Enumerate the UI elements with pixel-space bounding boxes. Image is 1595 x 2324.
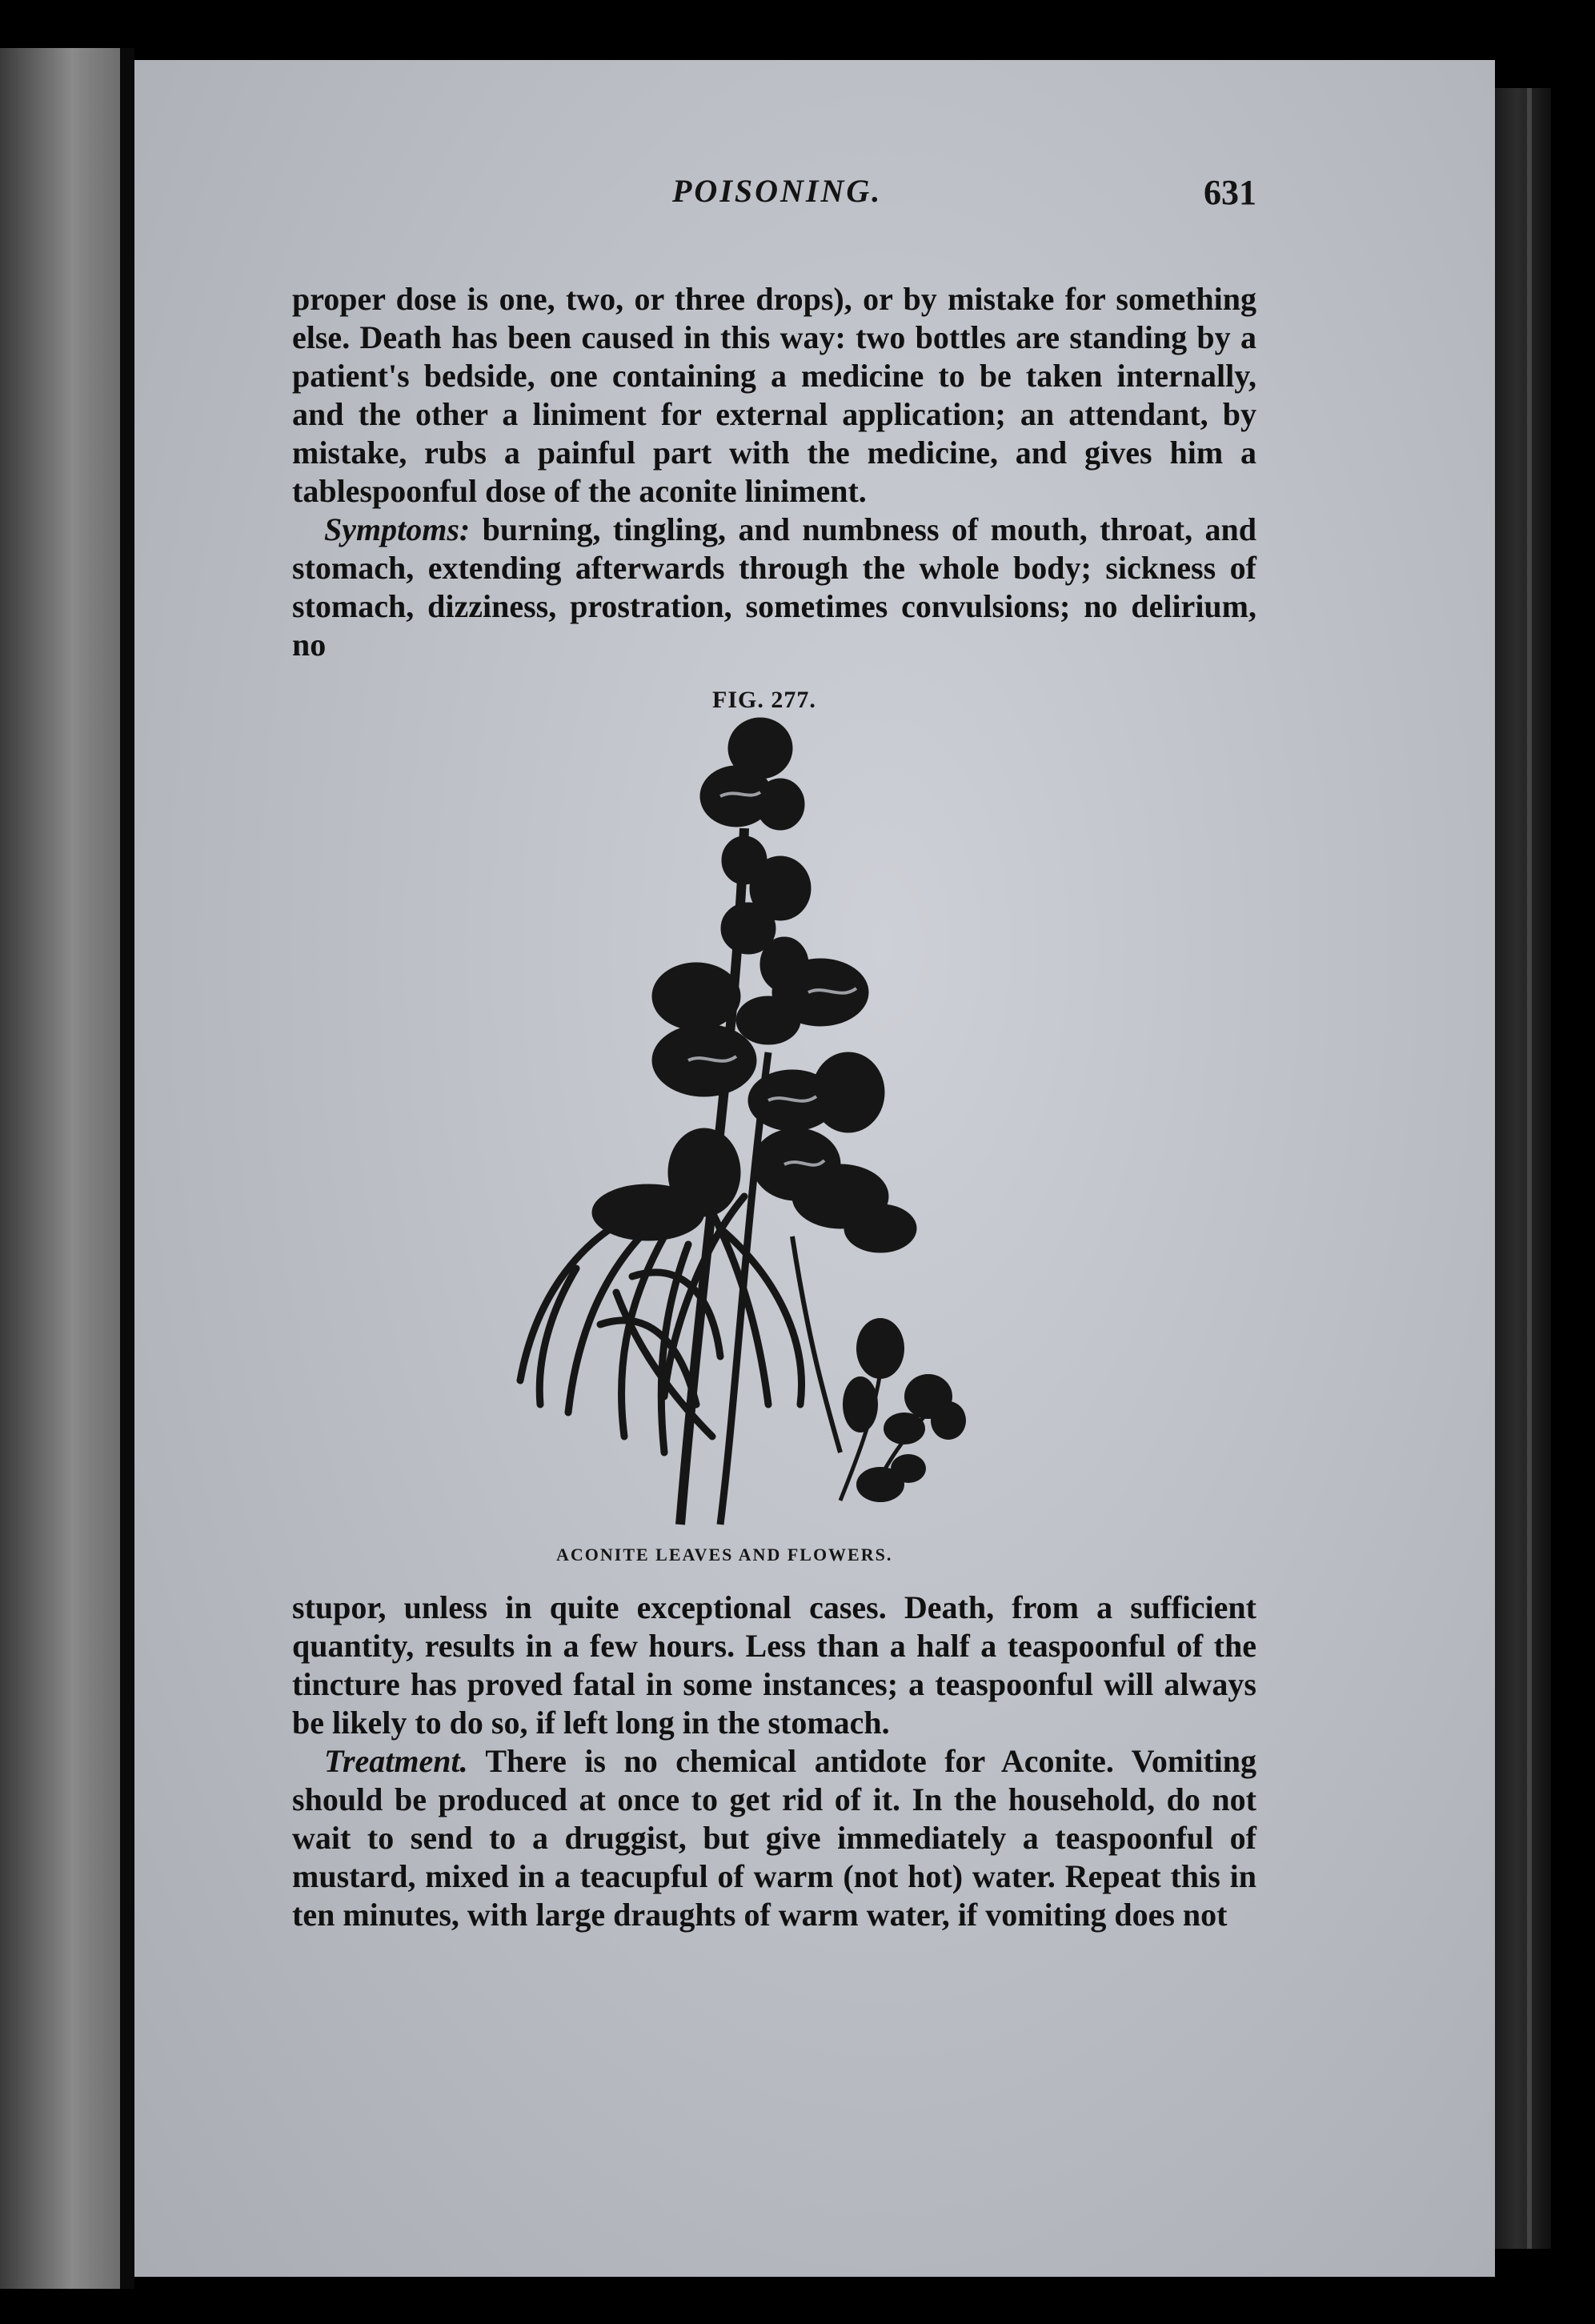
symptoms-label: Symptoms:: [324, 511, 471, 547]
symptoms-text: burning, tingling, and numbness of mouth, throat, and stomach, extending afterwards through the whole body; sickness of stomach, dizziness, prostration, sometimes convulsions; no delirium, no: [292, 511, 1256, 663]
text-block-top: [292, 280, 1256, 664]
book-cover-edge: [1495, 88, 1551, 2249]
aconite-illustration: [504, 716, 976, 1533]
figure-label: FIG. 277.: [712, 687, 816, 713]
text-block-bottom: [292, 1589, 1256, 1934]
page-number: 631: [1204, 173, 1256, 212]
page-header: [160, 172, 1256, 220]
running-head: POISONING.: [672, 173, 883, 209]
paragraph-treatment: [292, 1742, 1256, 1934]
treatment-text: There is no chemical antidote for Aconite. Vomiting should be produced at once to get rid of it. In the household, do not wait to send to a druggist, but give immediately a teaspoonful of mustard, mixed in a teacupful of warm (not hot) water. Repeat this in ten minutes, with large draughts of warm water, if vomiting does not: [292, 1743, 1256, 1933]
treatment-label: Treatment.: [324, 1743, 468, 1779]
book-gutter: [120, 48, 134, 2289]
previous-page-edge: [0, 48, 120, 2289]
figure-caption: ACONITE LEAVES AND FLOWERS.: [556, 1545, 893, 1565]
paragraph-stupor: stupor, unless in quite exceptional cases. Death, from a sufficient quantity, results in a few hours. Less than a half a teaspoonful of the tincture has proved fatal in some instances; a teaspoonful will always be likely to do so, if left long in the stomach.: [292, 1589, 1256, 1741]
paragraph-symptoms: [292, 511, 1256, 664]
paragraph-continuation: proper dose is one, two, or three drops), or by mistake for something else. Death has been caused in this way: two bottles are standing by a patient's bedside, one containing a medicine to be taken internally, and the other a liniment for external application; an attendant, by mistake, rubs a painful part with the medicine, and gives him a tablespoonful dose of the aconite liniment.: [292, 281, 1256, 509]
